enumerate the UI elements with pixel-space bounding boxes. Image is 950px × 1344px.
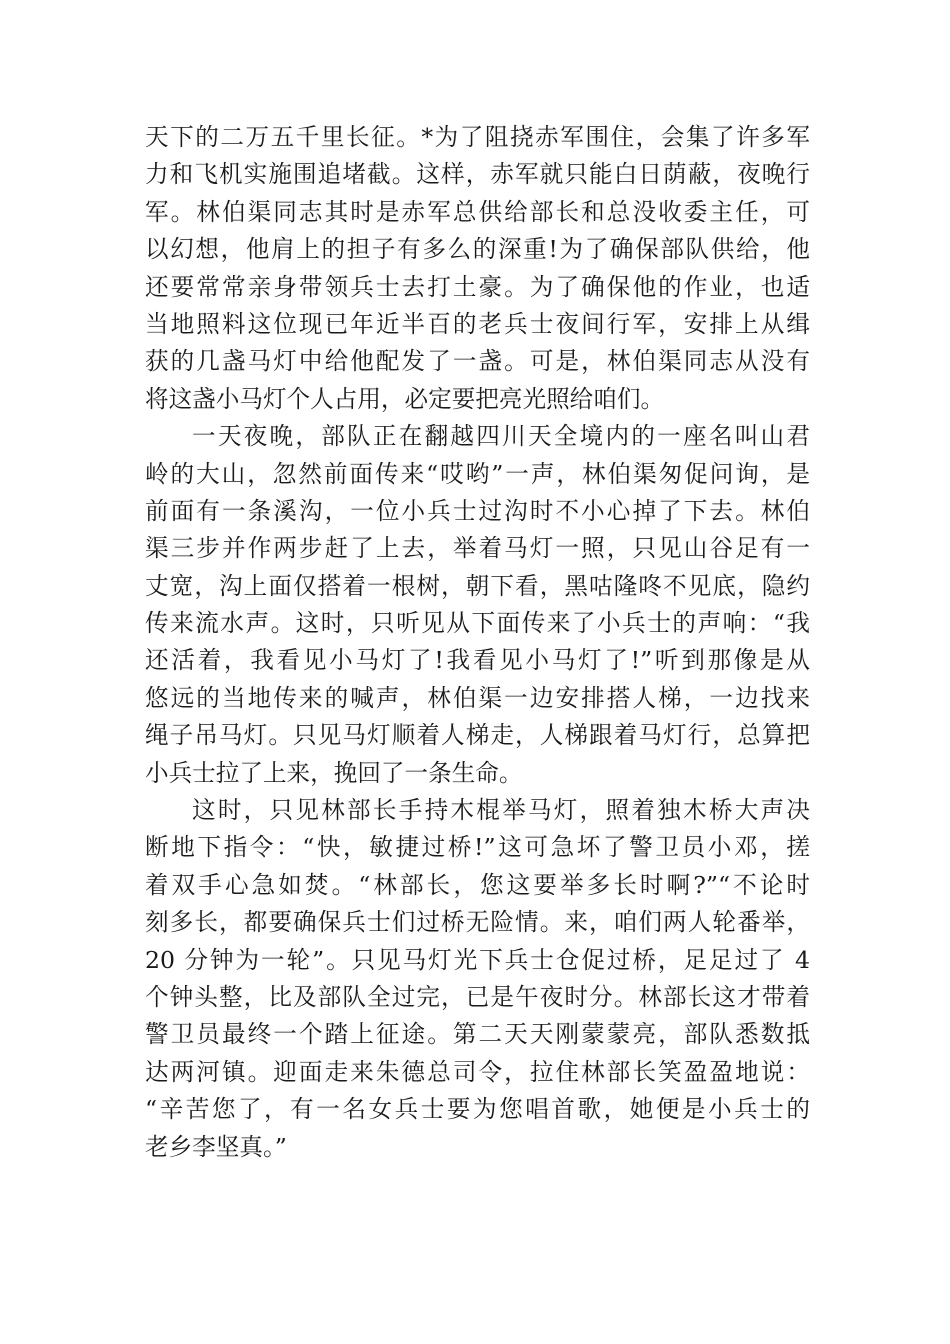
text-line: 警卫员最终一个踏上征途。第二天天刚蒙蒙亮，部队悉数抵 <box>145 1020 810 1049</box>
text-line: 军。林伯渠同志其时是赤军总供给部长和总没收委主任，可 <box>145 197 810 226</box>
text-line: 刻多长，都要确保兵士们过桥无险情。来，咱们两人轮番举， <box>145 908 810 937</box>
text-line: “辛苦您了，有一名女兵士要为您唱首歌，她便是小兵士的 <box>145 1095 810 1124</box>
text-line: 达两河镇。迎面走来朱德总司令，拉住林部长笑盈盈地说： <box>145 1057 810 1086</box>
text-line: 断地下指令：“快，敏捷过桥!”这可急坏了警卫员小邓，搓 <box>145 833 810 862</box>
text-line: 岭的大山，忽然前面传来“哎哟”一声，林伯渠匆促问询，是 <box>145 459 810 488</box>
text-line: 着双手心急如焚。“林部长，您这要举多长时啊?”“不论时 <box>145 870 810 899</box>
text-line: 力和飞机实施围追堵截。这样，赤军就只能白日荫蔽，夜晚行 <box>145 160 810 189</box>
text-line: 将这盏小马灯个人占用，必定要把亮光照给咱们。 <box>145 384 665 413</box>
text-line: 以幻想，他肩上的担子有多么的深重!为了确保部队供给，他 <box>145 235 810 264</box>
text-line: 传来流水声。这时，只听见从下面传来了小兵士的声响：“我 <box>145 609 810 638</box>
text-line: 老乡李坚真。” <box>145 1132 287 1161</box>
text-line: 个钟头整，比及部队全过完，已是午夜时分。林部长这才带着 <box>145 982 810 1011</box>
text-line: 这时，只见林部长手持木棍举马灯，照着独木桥大声决 <box>192 796 810 825</box>
paragraph-2 <box>145 418 810 792</box>
text-line: 前面有一条溪沟，一位小兵士过沟时不小心掉了下去。林伯 <box>145 496 810 525</box>
text-line: 悠远的当地传来的喊声，林伯渠一边安排搭人梯，一边找来 <box>145 683 810 712</box>
document-body <box>145 119 810 1166</box>
text-line: 还活着，我看见小马灯了!我看见小马灯了!”听到那像是从 <box>145 646 810 675</box>
text-line: 小兵士拉了上来，挽回了一条生命。 <box>145 758 523 787</box>
text-line: 当地照料这位现已年近半百的老兵士夜间行军，安排上从缉 <box>145 309 810 338</box>
text-line: 天下的二万五千里长征。*为了阻挠赤军围住，会集了许多军 <box>145 123 810 151</box>
text-line: 20 分钟为一轮”。只见马灯光下兵士仓促过桥，足足过了 4 <box>145 945 810 974</box>
text-line: 丈宽，沟上面仅搭着一根树，朝下看，黑咕隆咚不见底，隐约 <box>145 571 810 600</box>
text-line: 渠三步并作两步赶了上去，举着马灯一照，只见山谷足有一 <box>145 534 810 563</box>
text-line: 绳子吊马灯。只见马灯顺着人梯走，人梯跟着马灯行，总算把 <box>145 721 810 750</box>
text-line: 还要常常亲身带领兵士去打土豪。为了确保他的作业，也适 <box>145 272 810 301</box>
paragraph-1 <box>145 119 810 418</box>
text-line: 获的几盏马灯中给他配发了一盏。可是，林伯渠同志从没有 <box>145 347 810 376</box>
paragraph-3 <box>145 792 810 1166</box>
text-line: 一天夜晚，部队正在翻越四川天全境内的一座名叫山君 <box>192 422 810 451</box>
